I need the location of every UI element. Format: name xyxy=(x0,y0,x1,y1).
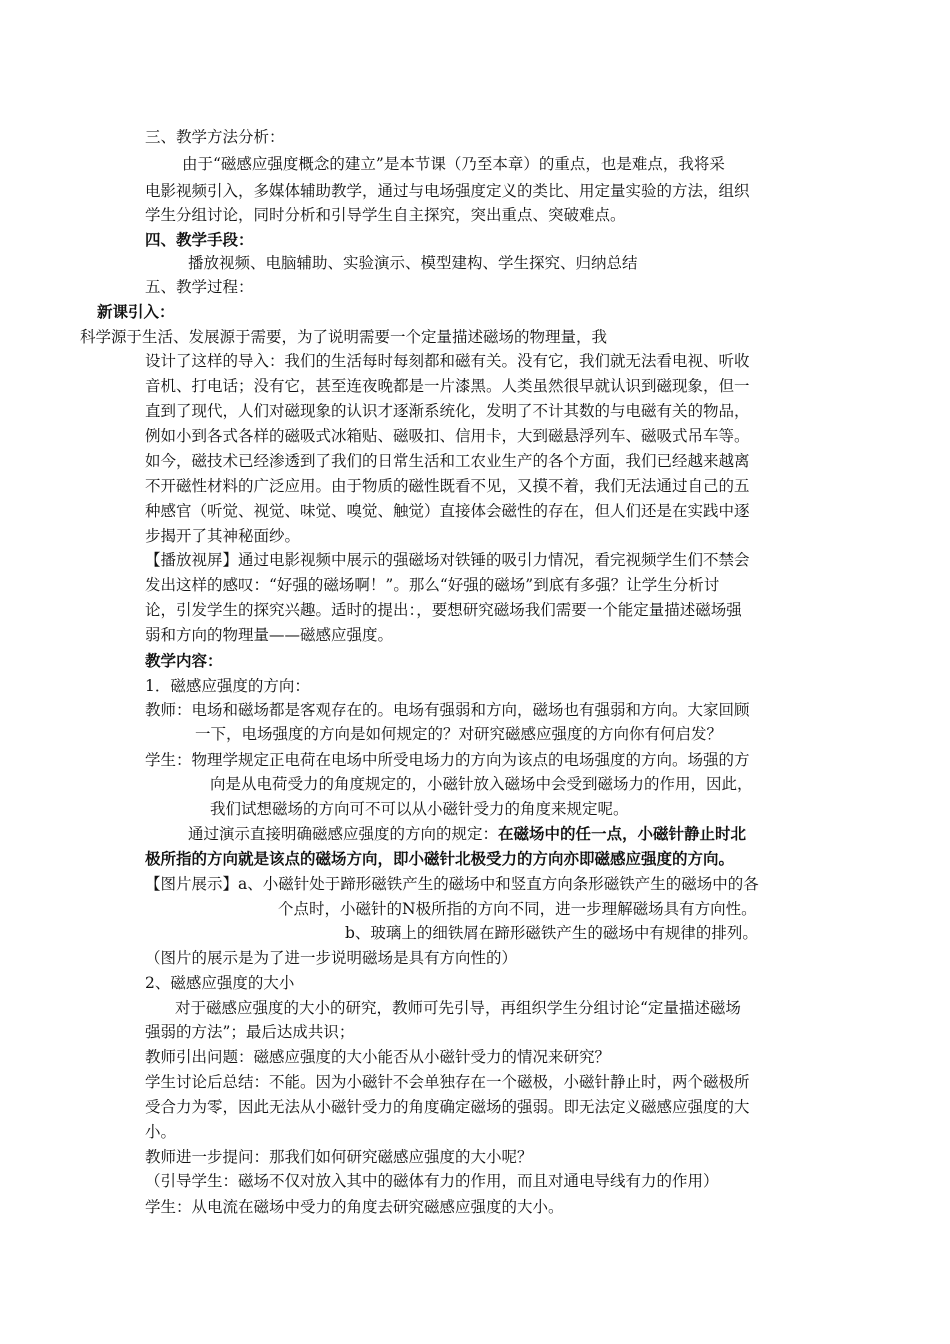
teacher-2: 教师引出问题：磁感应强度的大小能否从小磁针受力的情况来研究？ xyxy=(145,1048,611,1066)
intro-line-4: 直到了现代，人们对磁现象的认识才逐渐系统化，发明了不计其数的与电磁有关的物品， xyxy=(145,402,750,420)
demo-prefix: 通过演示直接明确磁感应强度的方向的规定： xyxy=(188,825,499,843)
intro-line-7: 不开磁性材料的广泛应用。由于物质的磁性既看不见，又摸不着，我们无法通过自己的五 xyxy=(145,477,750,495)
intro-line-1: 科学源于生活、发展源于需要，为了说明需要一个定量描述磁场的物理量，我 xyxy=(80,328,608,346)
teacher-1-line-1: 教师：电场和磁场都是客观存在的。电场有强弱和方向，磁场也有强弱和方向。大家回顾 xyxy=(145,701,750,719)
student-1-line-3: 我们试想磁场的方向可不可以从小磁针受力的角度来规定呢。 xyxy=(210,800,629,818)
item-2-title: 2、磁感应强度的大小 xyxy=(145,974,295,992)
video-line-1: 【播放视屏】通过电影视频中展示的强磁场对铁锤的吸引力情况，看完视频学生们不禁会 xyxy=(145,551,750,569)
student-2-line-3: 小。 xyxy=(145,1123,177,1141)
picture-note: （图片的展示是为了进一步说明磁场是具有方向性的） xyxy=(145,949,518,967)
section-5-heading: 五、教学过程： xyxy=(145,278,254,296)
section-3-line-1: 由于“磁感应强度概念的建立”是本节课（乃至本章）的重点，也是难点，我将采 xyxy=(182,155,725,173)
student-1-line-2: 向是从电荷受力的角度规定的，小磁针放入磁场中会受到磁场力的作用，因此， xyxy=(210,775,753,793)
section-4-body: 播放视频、电脑辅助、实验演示、模型建构、学生探究、归纳总结 xyxy=(188,254,638,272)
picture-line-1: 【图片展示】a、小磁针处于蹄形磁铁产生的磁场中和竖直方向条形磁铁产生的磁场中的各 xyxy=(145,875,759,893)
demo-rule-part-2: 极所指的方向就是该点的磁场方向，即小磁针北极受力的方向亦即磁感应强度的方向。 xyxy=(145,849,735,868)
video-line-4: 弱和方向的物理量——磁感应强度。 xyxy=(145,626,394,644)
student-3: 学生：从电流在磁场中受力的角度去研究磁感应强度的大小。 xyxy=(145,1198,564,1216)
section-3-line-3: 学生分组讨论，同时分析和引导学生自主探究，突出重点、突破难点。 xyxy=(145,206,626,224)
intro-line-8: 种感官（听觉、视觉、味觉、嗅觉、触觉）直接体会磁性的存在，但人们还是在实践中逐 xyxy=(145,502,750,520)
content-heading: 教学内容： xyxy=(145,651,223,670)
section-4-heading: 四、教学手段： xyxy=(145,230,254,249)
section-3-line-2: 电影视频引入，多媒体辅助教学，通过与电场强度定义的类比、用定量实验的方法，组织 xyxy=(145,182,750,200)
picture-line-2: 个点时，小磁针的N极所指的方向不同，进一步理解磁场具有方向性。 xyxy=(278,900,757,918)
student-2-line-1: 学生讨论后总结：不能。因为小磁针不会单独存在一个磁极，小磁针静止时，两个磁极所 xyxy=(145,1073,750,1091)
item-2-intro-line-1: 对于磁感应强度的大小的研究，教师可先引导，再组织学生分组讨论“定量描述磁场 xyxy=(175,999,741,1017)
video-line-3: 论，引发学生的探究兴趣。适时的提出：，要想研究磁场我们需要一个能定量描述磁场强 xyxy=(145,601,742,619)
intro-line-5: 例如小到各式各样的磁吸式冰箱贴、磁吸扣、信用卡，大到磁悬浮列车、磁吸式吊车等。 xyxy=(145,427,750,445)
teacher-3: 教师进一步提问：那我们如何研究磁感应强度的大小呢？ xyxy=(145,1148,533,1166)
picture-line-3: b、玻璃上的细铁屑在蹄形磁铁产生的磁场中有规律的排列。 xyxy=(345,924,758,942)
intro-heading: 新课引入： xyxy=(97,302,175,321)
intro-line-6: 如今，磁技术已经渗透到了我们的日常生活和工农业生产的各个方面，我们已经越来越离 xyxy=(145,452,750,470)
student-2-line-2: 受合力为零，因此无法从小磁针受力的角度确定磁场的强弱。即无法定义磁感应强度的大 xyxy=(145,1098,750,1116)
item-2-intro-line-2: 强弱的方法”；最后达成共识； xyxy=(145,1023,355,1041)
guide-note: （引导学生：磁场不仅对放入其中的磁体有力的作用，而且对通电导线有力的作用） xyxy=(145,1172,719,1190)
demo-line-1 xyxy=(188,823,746,845)
intro-line-3: 音机、打电话；没有它，甚至连夜晚都是一片漆黑。人类虽然很早就认识到磁现象，但一 xyxy=(145,377,750,395)
teacher-1-line-2: 一下，电场强度的方向是如何规定的？对研究磁感应强度的方向你有何启发？ xyxy=(195,725,723,743)
demo-rule-part-1: 在磁场中的任一点，小磁针静止时北 xyxy=(498,824,747,843)
section-3-heading: 三、教学方法分析： xyxy=(145,128,285,146)
item-1-title: 1．磁感应强度的方向： xyxy=(145,677,310,695)
video-line-2: 发出这样的感叹：“好强的磁场啊！”。那么“好强的磁场”到底有多强？让学生分析讨 xyxy=(145,576,720,594)
intro-line-2: 设计了这样的导入：我们的生活每时每刻都和磁有关。没有它，我们就无法看电视、听收 xyxy=(145,352,750,370)
student-1-line-1: 学生：物理学规定正电荷在电场中所受电场力的方向为该点的电场强度的方向。场强的方 xyxy=(145,751,750,769)
intro-line-9: 步揭开了其神秘面纱。 xyxy=(145,527,301,545)
